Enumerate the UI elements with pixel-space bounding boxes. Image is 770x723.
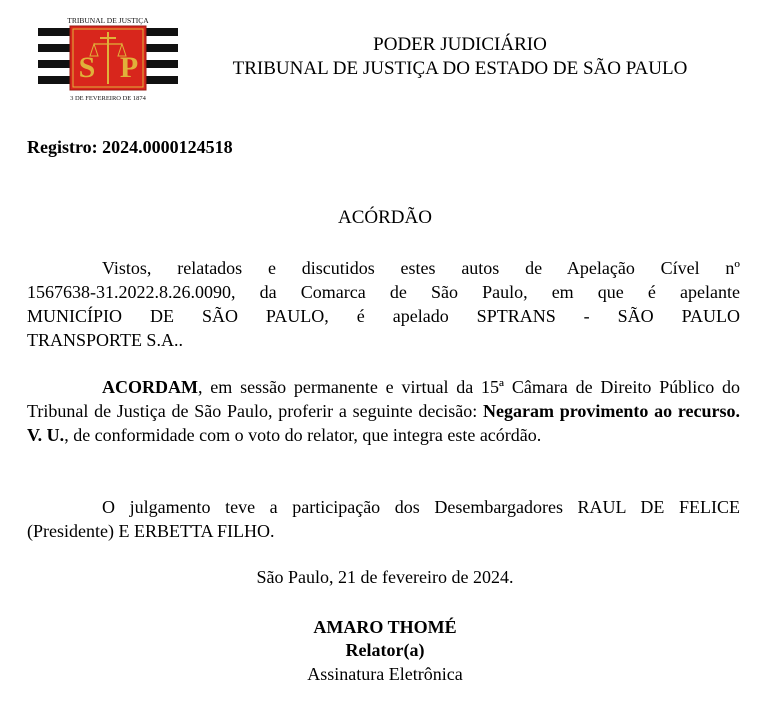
acordam-text-1: , em sessão permanente e virtual da 15ª Câmara de Direito Público do Tribunal de Justiça de São Paulo, proferir a seguinte decisão: xyxy=(27,377,740,421)
acordam-bold: ACORDAM xyxy=(102,377,198,397)
decision-bold: Negaram provimento ao recurso. V. U. xyxy=(27,401,740,445)
registro xyxy=(27,137,233,158)
paragraph-vistos-line-2: 1567638-31.2022.8.26.0090, da Comarca de São Paulo, em que é apelante xyxy=(27,282,740,302)
seal-letter-p: P xyxy=(119,51,139,84)
registro-label: Registro: xyxy=(27,137,98,157)
acordam-text-2: , de conformidade com o voto do relator, que integra este acórdão. xyxy=(64,425,542,445)
seal-letter-s: S xyxy=(78,51,96,84)
tjsp-seal-logo xyxy=(38,14,178,106)
signatory-role: Relator(a) xyxy=(345,640,425,660)
paragraph-vistos-line-3: MUNICÍPIO DE SÃO PAULO, é apelado SPTRANS - SÃO PAULO xyxy=(27,306,740,326)
document-title: ACÓRDÃO xyxy=(338,207,432,228)
header-line-1: PODER JUDICIÁRIO xyxy=(373,34,547,55)
paragraph-acordam xyxy=(27,375,740,447)
paragraph-julgamento xyxy=(27,495,740,543)
document-date: São Paulo, 21 de fevereiro de 2024. xyxy=(256,567,514,587)
paragraph-acordam-text xyxy=(27,375,740,447)
header-line-2: TRIBUNAL DE JUSTIÇA DO ESTADO DE SÃO PAULO xyxy=(232,58,688,79)
signatory-name: AMARO THOMÉ xyxy=(313,617,457,637)
paragraph-julgamento-text: O julgamento teve a participação dos Desembargadores RAUL DE FELICE (Presidente) E ERBETTA FILHO. xyxy=(27,497,740,541)
paragraph-vistos-line-4: TRANSPORTE S.A.. xyxy=(27,330,183,350)
paragraph-vistos xyxy=(27,256,740,352)
signature-type: Assinatura Eletrônica xyxy=(307,664,463,684)
seal-bottom-text: 3 DE FEVEREIRO DE 1874 xyxy=(70,95,146,102)
seal-top-text: TRIBUNAL DE JUSTIÇA xyxy=(67,16,149,25)
registro-number: 2024.0000124518 xyxy=(102,137,233,157)
paragraph-vistos-line-1: Vistos, relatados e discutidos estes autos de Apelação Cível nº xyxy=(102,258,740,278)
